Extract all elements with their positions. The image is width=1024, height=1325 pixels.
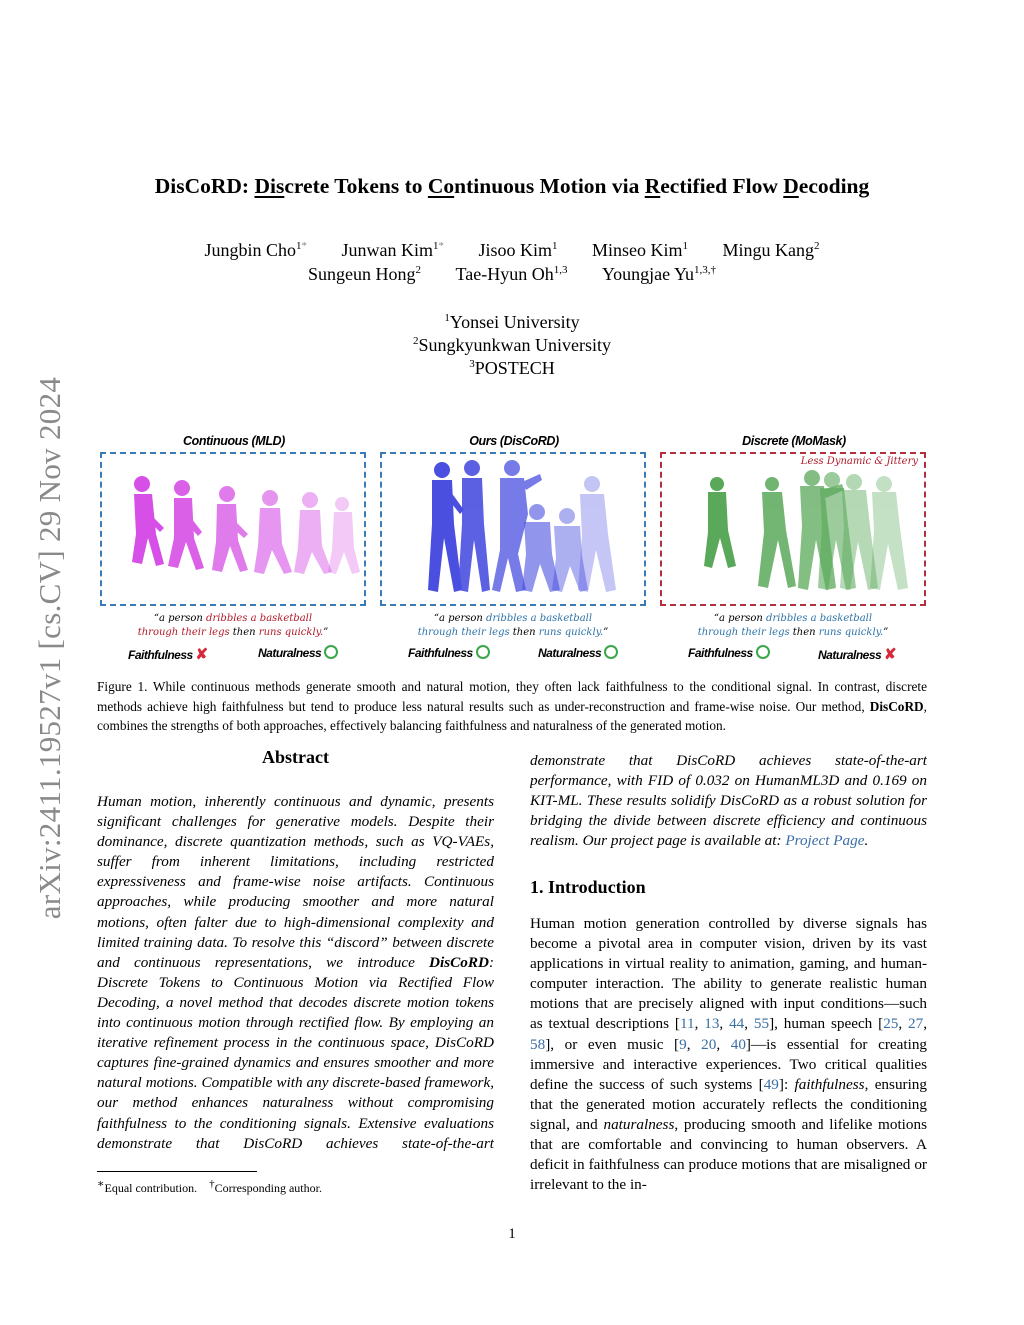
citation-link[interactable]: 13 [704, 1015, 720, 1033]
naturalness-label: Naturalness ✘ [818, 646, 897, 663]
abstract-body-left: Human motion, inherently continuous and dynamic, presents significant challenges for generative models. Despite their dominance, discrete quantization methods, such as VQ-VAEs, suffer from inherent limitations, including restricted expressiveness and frame-wise noise artifacts. Continuous approaches, while producing smoother and more natural motions, often falter due to high-dimensional complexity and limited training data. To resolve this “discord” between discrete and continuous representations, we introduce DisCoRD: Discrete Tokens to Continuous Motion via Rectified Flow Decoding, a novel method that decodes discrete motion tokens into continuous motion through rectified flow. By employing an iterative refinement process in the continuous space, DisCoRD captures fine-grained dynamics and ensures smoother and more natural motions. Compatible with any discrete-based framework, our method enhances naturalness without compromising faithfulness to the conditioning signals. Extensive evaluations demonstrate that DisCoRD achieves state-of-the-art [97, 793, 494, 1152]
affiliation: $^1$Yonsei University [444, 312, 580, 332]
naturalness-label: Naturalness [538, 645, 618, 660]
citation-link[interactable]: 55 [753, 1015, 770, 1033]
arxiv-identifier: arXiv:2411.19527v1 [cs.CV] 29 Nov 2024 [32, 376, 67, 920]
footnote: ∗Equal contribution. †Corresponding author. [97, 1178, 322, 1195]
figure-1 [100, 432, 930, 672]
page-number: 1 [508, 1226, 516, 1242]
introduction-heading: 1. Introduction [530, 877, 646, 897]
author: Sungeun Hong$^2$ [308, 264, 421, 284]
faithfulness-label: Faithfulness [688, 645, 770, 660]
author: Junwan Kim$^{1*}$ [341, 240, 444, 260]
motion-figures-magenta [102, 454, 364, 604]
author: Minseo Kim$^1$ [592, 240, 689, 260]
project-page-link[interactable]: Project Page [785, 831, 865, 849]
citation-link[interactable]: 58 [530, 1035, 546, 1053]
panel-title: Continuous (MLD) [183, 434, 285, 448]
naturalness-label: Naturalness [258, 645, 338, 660]
citation-link[interactable]: 25 [883, 1015, 899, 1033]
citation-link[interactable]: 11 [679, 1015, 695, 1033]
citation-link[interactable]: 40 [730, 1035, 746, 1053]
panel-prompt: “a person dribbles a basketball through their legs then runs quickly.” [137, 613, 329, 638]
panel-prompt: “a person dribbles a basketball through their legs then runs quickly.” [417, 613, 609, 638]
circle-check-icon [324, 645, 338, 659]
faithfulness-label: Faithfulness [408, 645, 490, 660]
citation-link[interactable]: 49 [763, 1075, 779, 1093]
citation-link[interactable]: 44 [729, 1015, 745, 1033]
affiliation: $^3$POSTECH [469, 358, 555, 378]
author: Jisoo Kim$^1$ [478, 240, 558, 260]
introduction-body: Human motion generation controlled by diverse signals has become a pivotal area in computer vision, driven by its vast applications in virtual reality to animation, gaming, and human-computer interaction. The ability to generate realistic human motions that are precisely aligned with input conditions—such as textual descriptions [11, 13, 44, 55], human speech [25, 27, 58], or even music [9, 20, 40]—is essential for creating immersive and interactive experiences. Two critical qualities define the success of such systems [49]: faithfulness, ensuring that the generated motion accurately reflects the conditioning signal, and naturalness, producing smooth and lifelike motions that are comfortable and convincing to human observers. A deficit in faithfulness can produce motions that are misaligned or irrelevant to the in- [530, 915, 928, 1194]
citation-link[interactable]: 27 [908, 1015, 924, 1033]
cross-icon: ✘ [195, 646, 208, 663]
cross-icon: ✘ [884, 646, 897, 663]
abstract-heading: Abstract [262, 747, 329, 767]
authors-row-2 [0, 264, 1024, 285]
motion-panel-discrete [660, 452, 926, 606]
faithfulness-label: Faithfulness ✘ [128, 646, 208, 663]
affiliation: $^2$Sungkyunkwan University [413, 335, 611, 355]
abstract-body-right-clip [530, 749, 927, 851]
motion-panel-continuous [100, 452, 366, 606]
abstract-body-right: demonstrate that DisCoRD achieves state-of-the-art performance, with FID of 0.032 on HumanML3D and 0.169 on KIT-ML. These results solidify DisCoRD as a robust solution for bridging the divide between discrete efficiency and continuous realism. Our project page is available at: Project Page. [530, 751, 927, 849]
citation-link[interactable]: 9 [679, 1035, 687, 1053]
panel-title: Ours (DisCoRD) [469, 434, 559, 448]
authors-row-1 [0, 240, 1024, 261]
author: Tae-Hyun Oh$^{1,3}$ [455, 264, 568, 284]
circle-check-icon [756, 645, 770, 659]
panel-title: Discrete (MoMask) [742, 434, 846, 448]
author: Jungbin Cho$^{1*}$ [204, 240, 307, 260]
footnote-rule [97, 1171, 257, 1172]
motion-figures-green [662, 454, 924, 604]
author: Mingu Kang$^2$ [722, 240, 820, 260]
citation-link[interactable]: 20 [701, 1035, 717, 1053]
circle-check-icon [476, 645, 490, 659]
figure-caption: Figure 1. While continuous methods generate smooth and natural motion, they often lack faithfulness to the conditional signal. In contrast, discrete methods achieve high faithfulness but tend to produce less natural results such as under-reconstruction and frame-wise noise. Our method, DisCoRD, combines the strengths of both approaches, effectively balancing faithfulness and naturalness of the generated motion. [97, 679, 927, 733]
paper-title: DisCoRD: Discrete Tokens to Continuous Motion via Rectified Flow Decoding [154, 174, 870, 198]
panel-prompt: “a person dribbles a basketball through their legs then runs quickly.” [697, 613, 889, 638]
motion-figures-blue [382, 454, 644, 604]
motion-panel-ours [380, 452, 646, 606]
panel-note: Less Dynamic & Jittery [800, 456, 918, 467]
circle-check-icon [604, 645, 618, 659]
author: Youngjae $Yu^{1,3,\dagger}$ [601, 264, 716, 284]
